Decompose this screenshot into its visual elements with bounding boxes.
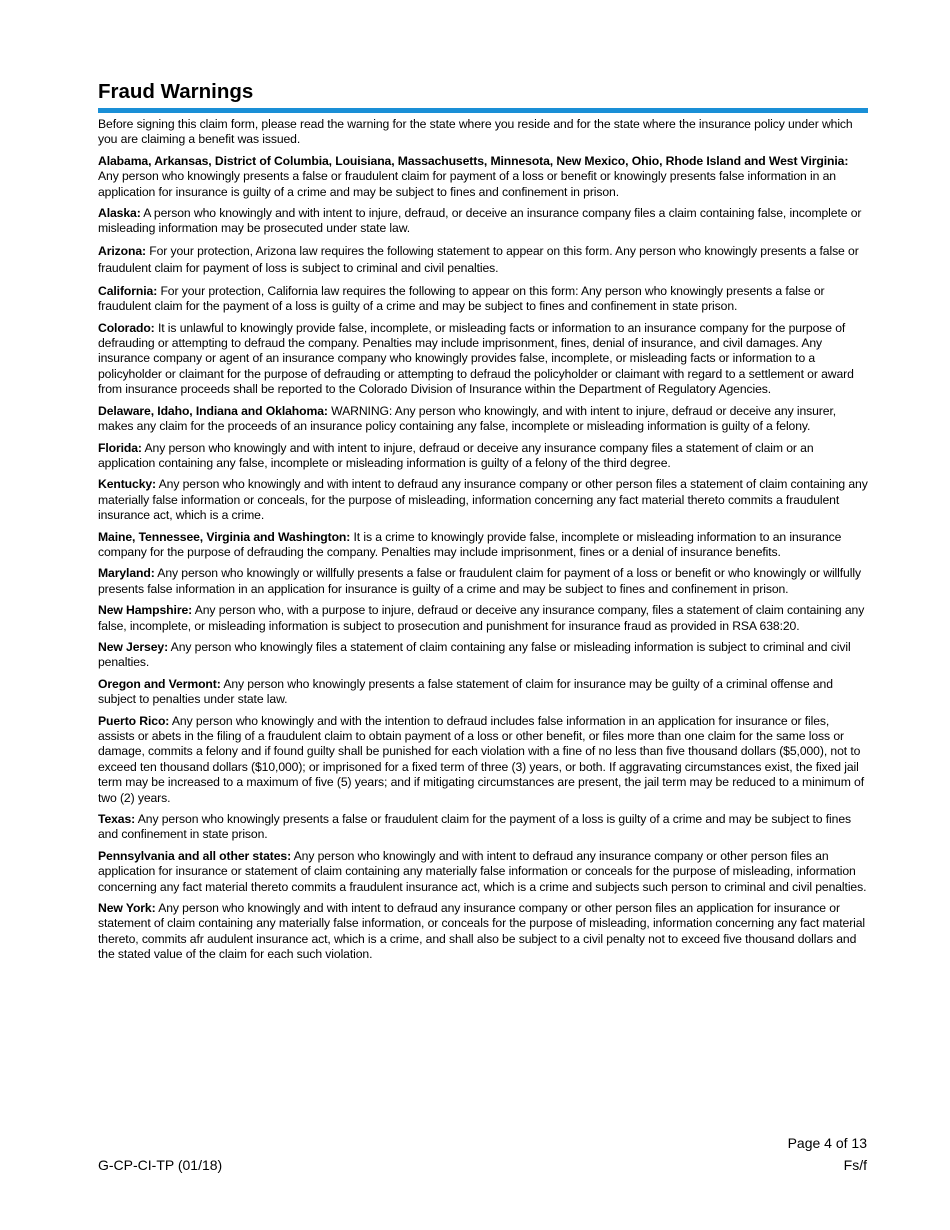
document-page	[98, 78, 868, 969]
warning-paragraph	[98, 477, 868, 523]
warning-paragraph	[98, 566, 868, 597]
warning-text: For your protection, California law requires the following to appear on this form: Any person who knowingly presents a false or fraudulent claim for the payment of a loss is guilty of a crime and may be subject to fines and confinement in state prison.	[98, 283, 825, 314]
warning-text: Any person who knowingly and with the intention to defraud includes false information in an application for insurance or files, assists or abets in the filing of a fraudulent claim to obtain payment of a loss or other benefit, or files more than one claim for the same loss or damage, commits a felony and if found guilty shall be punished for each violation with a fine of no less than five thousand dollars ($5,000), not to exceed ten thousand dollars ($10,000); or imprisoned for a fixed term of three (3) years, or both. If aggravating circumstances exist, the fixed jail term may be increased to a maximum of five (5) years; and if mitigating circumstances are present, the jail term may be reduced to a minimum of two (2) years.	[98, 713, 865, 805]
warning-paragraph	[98, 404, 868, 435]
warning-paragraph	[98, 603, 868, 634]
warning-text: A person who knowingly and with intent to injure, defraud, or deceive an insurance company files a claim containing false, incomplete or misleading information may be prosecuted under state law.	[98, 206, 862, 236]
warning-states: New York:	[98, 901, 156, 916]
warning-paragraph	[98, 901, 868, 963]
warning-states: Maine, Tennessee, Virginia and Washington:	[98, 529, 351, 544]
warning-text: Any person who knowingly presents a false or fraudulent claim for payment of a loss or benefit or knowingly presents false information in an application for insurance is guilty of a crime and may be subject to fines and confinement in prison.	[98, 169, 836, 199]
warning-paragraph	[98, 441, 868, 472]
page-number: Page 4 of 13	[787, 1135, 867, 1151]
warning-states: Alaska:	[98, 206, 141, 221]
warning-text: Any person who knowingly and with intent to defraud any insurance company or other person files an application for insurance or statement of claim containing any materially false information or conceals for the purpose of misleading, information concerning any fact material thereto commits a fraudulent insurance act, which is a crime and subjects such person to criminal and civil penalties.	[98, 848, 867, 894]
warning-states: Arizona:	[98, 243, 146, 258]
warning-states: New Jersey:	[98, 639, 169, 654]
warning-paragraph	[98, 714, 868, 806]
warning-paragraph	[98, 849, 868, 895]
warning-paragraph	[98, 206, 868, 237]
warning-states: Delaware, Idaho, Indiana and Oklahoma:	[98, 403, 328, 418]
form-id: G-CP-CI-TP (01/18)	[98, 1157, 223, 1173]
form-code: Fs/f	[843, 1157, 867, 1173]
warning-states: Pennsylvania and all other states:	[98, 848, 292, 863]
warning-states: Colorado:	[98, 320, 155, 335]
warning-paragraph	[98, 284, 868, 315]
warning-paragraph	[98, 677, 868, 708]
intro-paragraph: Before signing this claim form, please read the warning for the state where you reside and for the state where the insurance policy under which you are claiming a benefit was issued.	[98, 117, 853, 147]
warning-text: Any person who knowingly or willfully presents a false or fraudulent claim for payment of a loss or benefit or who knowingly or willfully presents false information in an application for insurance is guilty of a crime and may be subject to fines and confinement in prison.	[98, 566, 861, 596]
warning-text: Any person who knowingly and with intent to defraud any insurance company or other person files a statement of claim containing any materially false information or conceals, for the purpose of misleading, information concerning any fact material thereto commits a fraudulent insurance act, which is a crime.	[98, 477, 868, 523]
warning-text: Any person who knowingly and with intent to defraud any insurance company or other person files an application for insurance or statement of claim containing any materially false information, or conceals for the purpose of misleading, information concerning any fact material thereto, commits afr audulent insurance act, which is a crime, and shall also be subject to a civil penalty not to exceed five thousand dollars and the stated value of the claim for each such violation.	[98, 901, 866, 962]
warning-text: It is unlawful to knowingly provide false, incomplete, or misleading facts or information to an insurance company for the purpose of defrauding or attempting to defraud the company. Penalties may include imprisonment, fines, denial of insurance, and civil damages. Any insurance company or agent of an insurance company who knowingly provides false, incomplete, or misleading facts or information to a policyholder or claimant for the purpose of defrauding or attempting to defraud the policyholder or claimant with regard to a settlement or award from insurance proceeds shall be reported to the Colorado Division of Insurance within the Department of Regulatory Agencies.	[98, 320, 854, 397]
warning-text: Any person who knowingly and with intent to injure, defraud or deceive any insurance company files a statement of claim or an application containing any false, incomplete or misleading information is guilty of a felony of the third degree.	[98, 440, 814, 470]
warning-states: Alabama, Arkansas, District of Columbia, Louisiana, Massachusetts, Minnesota, New Mexico, Ohio, Rhode Island and West Virginia:	[98, 153, 849, 168]
warnings-list	[98, 154, 868, 963]
warning-text: For your protection, Arizona law requires the following statement to appear on this form. Any person who knowingly presents a false or fraudulent claim for payment of loss is subject to criminal and civil penalties.	[98, 243, 859, 276]
title-rule	[98, 108, 868, 113]
warning-text: Any person who knowingly presents a false statement of claim for insurance may be guilty of a criminal offense and subject to penalties under state law.	[98, 676, 833, 707]
warning-paragraph	[98, 154, 868, 200]
warning-text: It is a crime to knowingly provide false, incomplete or misleading information to an insurance company for the purpose of defrauding the company. Penalties may include imprisonment, fines or a denial of insurance benefits.	[98, 529, 842, 559]
warning-states: Kentucky:	[98, 477, 157, 492]
warning-paragraph	[98, 243, 868, 278]
warning-paragraph	[98, 321, 868, 398]
warning-paragraph	[98, 812, 868, 843]
warning-states: California:	[98, 283, 158, 298]
warning-paragraph	[98, 640, 868, 671]
warning-states: Texas:	[98, 812, 136, 827]
warning-states: New Hampshire:	[98, 603, 193, 618]
warning-states: Puerto Rico:	[98, 713, 170, 728]
page-title: Fraud Warnings	[98, 80, 254, 103]
warning-text: Any person who knowingly files a statement of claim containing any false or misleading information is subject to criminal and civil penalties.	[98, 639, 851, 670]
warning-states: Oregon and Vermont:	[98, 676, 221, 691]
warning-text: WARNING: Any person who knowingly, and with intent to injure, defraud or deceive any insurer, makes any claim for the proceeds of an insurance policy containing any false, incomplete or misleading information is guilty of a felony.	[98, 403, 837, 434]
warning-text: Any person who knowingly presents a false or fraudulent claim for the payment of a loss is guilty of a crime and may be subject to fines and confinement in state prison.	[98, 812, 852, 842]
warning-states: Florida:	[98, 440, 142, 455]
warning-states: Maryland:	[98, 566, 155, 581]
warning-text: Any person who, with a purpose to injure, defraud or deceive any insurance company, files a statement of claim containing any false, incomplete, or misleading information is subject to prosecution and punishment for insurance fraud as provided in RSA 638:20.	[98, 603, 865, 633]
warning-paragraph	[98, 530, 868, 561]
